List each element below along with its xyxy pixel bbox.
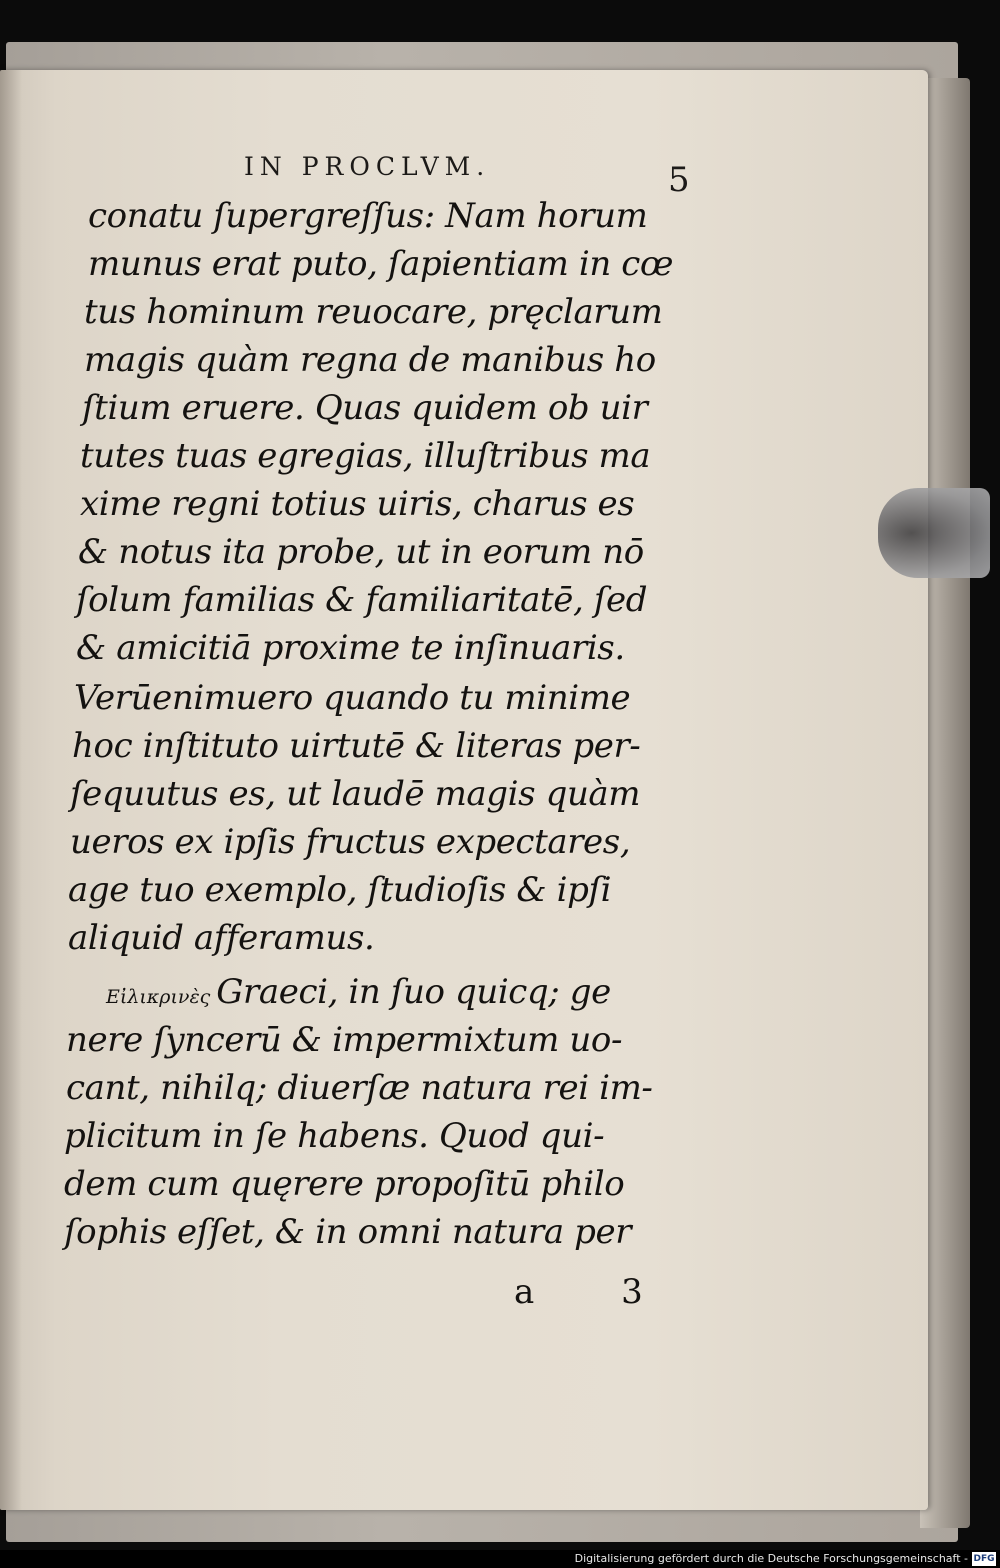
text-line: age tuo exemplo, ſtudioſis & ipſi: [68, 870, 612, 910]
page-clip: [878, 488, 990, 578]
text-line: magis quàm regna de manibus ho: [84, 340, 656, 380]
gutter-shadow: [0, 70, 22, 1510]
signature-mark: a 3: [514, 1272, 681, 1312]
text-line: ſequutus es, ut laudē magis quàm: [70, 774, 641, 814]
text-line: ſolum familias & familiaritatē, ſed: [76, 580, 648, 620]
text-line: ueros ex ipſis fructus expectares,: [70, 822, 631, 862]
greek-term: Εἰλικρινὲς: [106, 986, 211, 1008]
funding-credit: Digitalisierung gefördert durch die Deutsche Forschungsgemeinschaft -: [574, 1552, 968, 1565]
text-line: munus erat puto, ſapientiam in cœ: [88, 244, 674, 284]
text-line: Verūenimuero quando tu minime: [74, 678, 631, 718]
text-line: ſtium eruere. Quas quidem ob uir: [82, 388, 648, 428]
text-line: cant, nihilq; diuerſæ natura rei im-: [66, 1068, 653, 1108]
text-line: nere ſyncerū & impermixtum uo-: [66, 1020, 623, 1060]
running-head: IN PROCLVM.: [244, 152, 491, 181]
text-line: plicitum in ſe habens. Quod qui-: [64, 1116, 605, 1156]
text-line: xime regni totius uiris, charus es: [80, 484, 635, 524]
text-line: conatu ſupergreſſus: Nam horum: [88, 196, 648, 236]
text-line: Graeci, in ſuo quicq; ge: [216, 972, 611, 1012]
text-line: tutes tuas egregias, illuſtribus ma: [80, 436, 651, 476]
text-line: ſophis eſſet, & in omni natura per: [64, 1212, 632, 1252]
text-line: hoc inſtituto uirtutē & literas per-: [72, 726, 641, 766]
text-line: & notus ita probe, ut in eorum nō: [78, 532, 644, 572]
text-line: aliquid afferamus.: [68, 918, 375, 958]
text-line: & amicitiā proxime te inſinuaris.: [76, 628, 625, 668]
page-number: 5: [668, 160, 690, 200]
text-line: dem cum quęrere propoſitū philo: [64, 1164, 625, 1204]
dfg-logo: DFG: [973, 1554, 995, 1564]
text-line: tus hominum reuocare, pręclarum: [84, 292, 663, 332]
text-line-with-marginal: [106, 972, 611, 1017]
